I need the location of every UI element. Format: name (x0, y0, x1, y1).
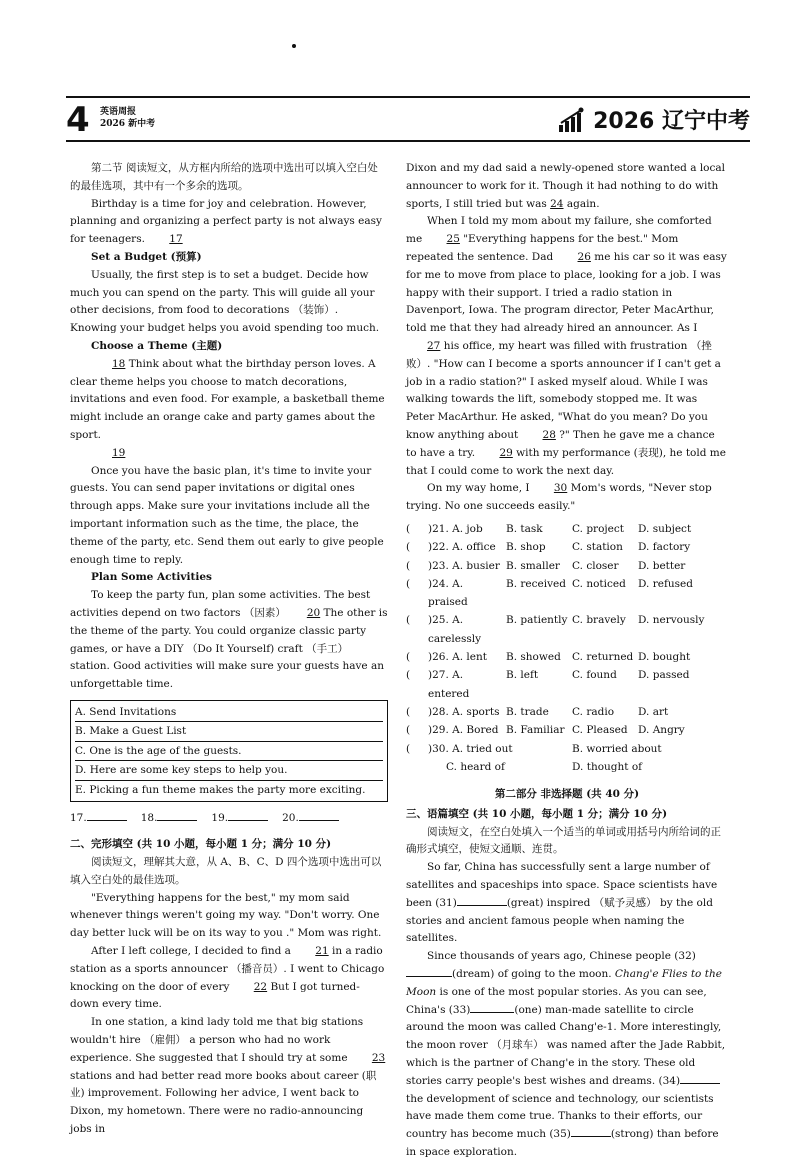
blank-30[interactable]: 30 (553, 482, 568, 495)
mc-row: ( )22. A. office B. shop C. station D. factory (406, 541, 691, 554)
grammar-p1: So far, China has successfully sent a large number of satellites and spaceships into space. Space scientists have been (31) (great) inspired （赋予灵感） by the old stories and ancient famous people when naming the satellites. (406, 861, 718, 945)
page-number: 4 (66, 100, 90, 140)
blank-25[interactable]: 25 (446, 233, 460, 246)
option-a: A. Send Invitations (75, 703, 383, 723)
grammar-fill-title: 三、语篇填空 (共 10 小题，每小题 1 分；满分 10 分) (406, 807, 668, 820)
blank-24[interactable]: 24 (550, 197, 564, 210)
part2-title: 第二部分 非选择题 (共 40 分) (494, 788, 640, 801)
blank-23[interactable]: 23 (371, 1051, 386, 1064)
passage1-intro: Birthday is a time for joy and celebration. However, planning and organizing a perfect party is not always easy for teenagers. 17 (70, 196, 388, 249)
option-e: E. Picking a fun theme makes the party more exciting. (75, 783, 366, 796)
blank-22[interactable]: 22 (253, 980, 268, 993)
header-rule-bottom (66, 140, 750, 142)
answer-17[interactable]: 17. (70, 810, 127, 828)
blank-17[interactable]: 17 (169, 233, 183, 246)
option-b: B. Make a Guest List (75, 722, 383, 742)
runner-chart-icon (557, 107, 587, 133)
passage1-budget: Usually, the first step is to set a budget. Decide how much you can spend on the party. This will guide all your other decisions, from food to decorations （装饰）. Knowing your budget helps you avoid spending too much. (70, 268, 380, 335)
blank-32[interactable] (406, 976, 452, 977)
mc-questions (406, 520, 728, 776)
blank-27[interactable]: 27 (427, 339, 441, 352)
cloze-p4: When I told my mom about my failure, she comforted me 25 "Everything happens for the best." Mom repeated the sentence. Dad 26 me his car so it was easy for me to move from place to place, looking for a job. I was happy with their support. I tried a radio station in Davenport, Iowa. The program director, Peter MacArthur, told me that they had already hired an announcer. As I 27 his office, my heart was filled with frustration （挫败）. "How can I become a sports announcer if I can't get a job in a radio station?" I asked myself aloud. While I was walking towards the lift, somebody stopped me. It was Peter MacArthur. He asked, "What do you mean? Do you know anything about 28 ?" Then he gave me a chance to have a try. 29 with my performance (表现), he told me that I could come to work the next day. (406, 215, 727, 477)
page-header (66, 100, 750, 140)
mc-row: ( )28. A. sports B. trade C. radio D. art (406, 705, 669, 718)
brand (557, 104, 750, 135)
mc-row: ( )24. A. praised B. received C. noticed D. refused (406, 577, 693, 609)
blank-20[interactable]: 20 (306, 606, 321, 619)
mc-row: ( )29. A. Bored B. Familiar C. Pleased D. Angry (406, 724, 685, 737)
blank-35[interactable] (571, 1136, 611, 1137)
blank-33[interactable] (470, 1012, 514, 1013)
right-column (406, 160, 728, 1162)
passage1-blank19 (70, 445, 388, 463)
passage1-activities: To keep the party fun, plan some activities. The best activities depend on two factors （因素） 20 The other is the theme of the party. You could organize classic party games, or have a DIY （Do It Yourself) craft （手工） station. Good activities will make sure your guests have an unforgettable time. (70, 589, 388, 691)
header-rule-top (66, 96, 750, 98)
stray-dot (292, 44, 296, 48)
mc-row: ( )23. A. busier B. smaller C. closer D. better (406, 559, 686, 572)
grammar-fill-instructions: 阅读短文，在空白处填入一个适当的单词或用括号内所给词的正确形式填空，使短文通顺、连贯。 (406, 825, 721, 856)
passage1-invite: Once you have the basic plan, it's time to invite your guests. You can send paper invitations or digital ones through apps. Make sure your invitations include all the important information such as the time, the place, the theme of the party, etc. Send them out early to give people enough time to reply. (70, 464, 384, 566)
blank-21[interactable]: 21 (315, 944, 329, 957)
blank-19[interactable]: 19 (112, 446, 126, 459)
cloze-p1: "Everything happens for the best," my mom said whenever things weren't going my way. "Don't worry. One day better luck will be on its way to you ." Mom was right. (70, 891, 382, 940)
mc-row-30b: C. heard of D. thought of (446, 760, 643, 773)
heading-budget: Set a Budget (预算) (91, 250, 202, 263)
answer-lines (70, 810, 388, 828)
mc-row-30: ( )30. A. tried out B. worried about (406, 742, 662, 755)
grammar-p2: Since thousands of years ago, Chinese people (32)(dream) of going to the moon. Chang'e Flies to the Moon is one of the most popular stories. As you can see, China's (33) (one) man-made satellite to circle around the moon was called Chang'e-1. More interestingly, the moon rover （月球车） was named after the Jade Rabbit, which is the partner of Chang'e in the story. These old stories carry people's best wishes and dreams. (34) the development of science and technology, our scientists have made them come true. Thanks to their efforts, our country has become much (35) (strong) than before in space exploration. (406, 950, 726, 1159)
answer-20[interactable]: 20. (282, 810, 339, 828)
mc-row: ( )26. A. lent B. showed C. returned D. bought (406, 651, 691, 664)
header-edition: 2026 新中考 (100, 119, 156, 129)
mc-row: ( )27. A. entered B. left C. found D. passed (406, 669, 690, 700)
answer-18[interactable]: 18. (141, 810, 198, 828)
heading-theme: Choose a Theme (主题) (91, 339, 223, 352)
blank-26[interactable]: 26 (577, 250, 591, 263)
blank-29[interactable]: 29 (499, 446, 513, 459)
cloze-p3-start: In one station, a kind lady told me that big stations wouldn't hire （雇佣） a person who had no work experience. She suggested that I should try at some 23 stations and had better read more books about career (职业) improvement. Following her advice, I went back to Dixon, my hometown. There were no radio-announcing jobs in (70, 1016, 386, 1135)
cloze-p2: After I left college, I decided to find a 21 in a radio station as a sports announcer （播音员）. I went to Chicago knocking on the door of every 22 But I got turned-down every time. (70, 944, 385, 1011)
brand-title: 2026 辽宁中考 (593, 109, 750, 134)
blank-28[interactable]: 28 (542, 428, 556, 441)
blank-34[interactable] (680, 1083, 720, 1084)
option-c: C. One is the age of the guests. (75, 742, 383, 762)
section2-title: 第二节 阅读短文，从方框内所给的选项中选出可以填入空白处的最佳选项，其中有一个多余的选项。 (70, 162, 378, 192)
options-box (70, 700, 388, 803)
cloze-p5: On my way home, I 30 Mom's words, "Never stop trying. No one succeeds easily." (406, 482, 712, 513)
cloze-p3-cont: Dixon and my dad said a newly-opened store wanted a local announcer to work for it. Though it had nothing to do with sports, I still tried but was 24 again. (406, 160, 728, 213)
passage1-theme: 18 Think about what the birthday person loves. A clear theme helps you choose to match decorations, invitations and even food. For example, a basketball theme might include an orange cake and party games about the sport. (70, 357, 385, 441)
header-subtitle (100, 106, 155, 130)
heading-activities: Plan Some Activities (91, 571, 212, 584)
mc-row: ( )21. A. job B. task C. project D. subject (406, 522, 692, 535)
option-d: D. Here are some key steps to help you. (75, 761, 383, 781)
answer-19[interactable]: 19. (211, 810, 268, 828)
left-column (70, 160, 388, 1139)
cloze-title: 二、完形填空 (共 10 小题，每小题 1 分；满分 10 分) (70, 838, 332, 851)
blank-18[interactable]: 18 (112, 357, 126, 370)
blank-31[interactable] (457, 905, 507, 906)
mc-row: ( )25. A. carelessly B. patiently C. bravely D. nervously (406, 614, 705, 645)
cloze-instructions: 阅读短文，理解其大意，从 A、B、C、D 四个选项中选出可以填入空白处的最佳选项。 (70, 856, 382, 886)
header-newspaper-name: 英语周报 (100, 107, 137, 117)
